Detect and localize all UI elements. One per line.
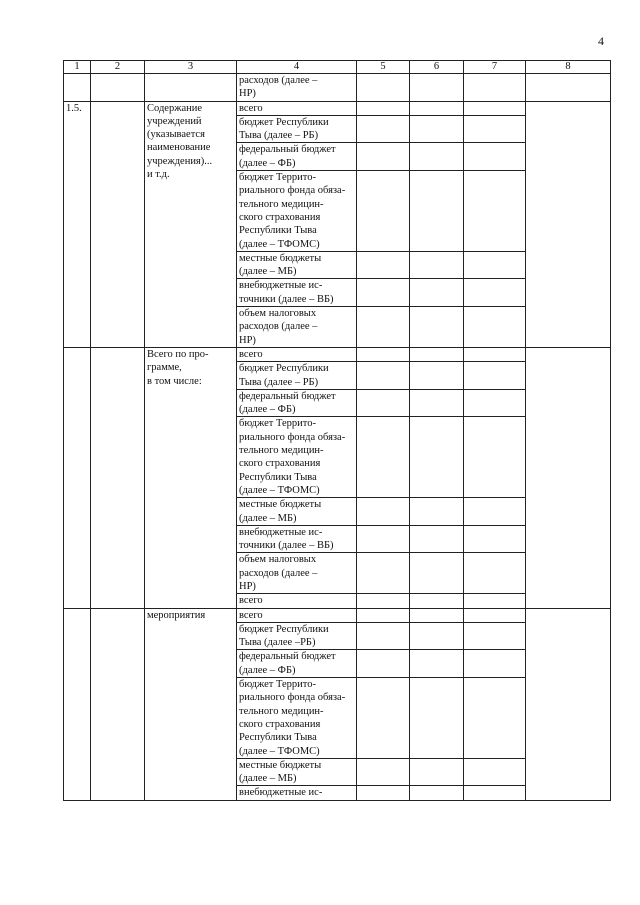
empty-cell xyxy=(357,362,410,390)
empty-cell xyxy=(410,307,464,348)
empty-cell xyxy=(464,786,526,800)
source-cell: всего xyxy=(237,347,357,361)
empty-cell xyxy=(357,307,410,348)
empty-cell xyxy=(357,279,410,307)
empty-cell xyxy=(357,389,410,417)
empty-cell xyxy=(464,553,526,594)
empty-cell xyxy=(91,101,145,347)
source-cell: внебюджетные ис- точники (далее – ВБ) xyxy=(237,279,357,307)
source-cell: федеральный бюджет (далее – ФБ) xyxy=(237,389,357,417)
empty-cell xyxy=(464,678,526,759)
table-row xyxy=(64,74,611,102)
empty-cell xyxy=(410,347,464,361)
empty-cell xyxy=(464,362,526,390)
empty-cell xyxy=(357,594,410,608)
empty-cell xyxy=(464,608,526,622)
item-number: 1.5. xyxy=(64,101,91,347)
source-cell: бюджет Террито- риального фонда обяза- тельного медицин- ского страхования Республики Тыва (далее – ТФОМС) xyxy=(237,417,357,498)
table-row xyxy=(64,347,611,361)
empty-cell xyxy=(357,101,410,115)
empty-cell xyxy=(357,347,410,361)
empty-cell xyxy=(526,101,611,347)
source-cell: местные бюджеты (далее – МБ) xyxy=(237,251,357,279)
empty-cell xyxy=(357,115,410,143)
empty-cell xyxy=(410,498,464,526)
source-cell: местные бюджеты (далее – МБ) xyxy=(237,498,357,526)
source-cell: всего xyxy=(237,608,357,622)
empty-cell xyxy=(464,650,526,678)
empty-cell xyxy=(357,608,410,622)
empty-cell xyxy=(464,347,526,361)
column-header-5: 5 xyxy=(357,61,410,74)
empty-cell xyxy=(145,74,237,102)
empty-cell xyxy=(410,115,464,143)
table-row xyxy=(64,608,611,622)
empty-cell xyxy=(410,525,464,553)
empty-cell xyxy=(357,143,410,171)
empty-cell xyxy=(410,279,464,307)
source-cell: бюджет Террито- риального фонда обяза- тельного медицин- ского страхования Республики Тыва (далее – ТФОМС) xyxy=(237,171,357,252)
empty-cell xyxy=(464,498,526,526)
empty-cell xyxy=(464,279,526,307)
empty-cell xyxy=(410,362,464,390)
empty-cell xyxy=(526,347,611,608)
source-cell: объем налоговых расходов (далее – НР) xyxy=(237,553,357,594)
empty-cell xyxy=(410,678,464,759)
empty-cell xyxy=(464,115,526,143)
source-cell: внебюджетные ис- xyxy=(237,786,357,800)
item-name: Всего по про- грамме, в том числе: xyxy=(145,347,237,608)
empty-cell xyxy=(91,347,145,608)
source-cell: объем налоговых расходов (далее – НР) xyxy=(237,307,357,348)
header-row xyxy=(64,61,611,74)
empty-cell xyxy=(410,74,464,102)
empty-cell xyxy=(410,758,464,786)
source-cell: всего xyxy=(237,101,357,115)
source-cell: расходов (далее – НР) xyxy=(237,74,357,102)
column-header-6: 6 xyxy=(410,61,464,74)
column-header-8: 8 xyxy=(526,61,611,74)
empty-cell xyxy=(526,74,611,102)
empty-cell xyxy=(357,650,410,678)
empty-cell xyxy=(410,389,464,417)
source-cell: бюджет Республики Тыва (далее – РБ) xyxy=(237,115,357,143)
empty-cell xyxy=(410,622,464,650)
empty-cell xyxy=(464,143,526,171)
column-header-2: 2 xyxy=(91,61,145,74)
budget-table xyxy=(63,60,611,801)
source-cell: бюджет Террито- риального фонда обяза- тельного медицин- ского страхования Республики Тыва (далее – ТФОМС) xyxy=(237,678,357,759)
empty-cell xyxy=(464,251,526,279)
empty-cell xyxy=(464,389,526,417)
column-header-3: 3 xyxy=(145,61,237,74)
empty-cell xyxy=(464,417,526,498)
empty-cell xyxy=(410,553,464,594)
empty-cell xyxy=(464,525,526,553)
empty-cell xyxy=(464,622,526,650)
empty-cell xyxy=(357,171,410,252)
empty-cell xyxy=(464,758,526,786)
column-header-1: 1 xyxy=(64,61,91,74)
empty-cell xyxy=(357,678,410,759)
source-cell: бюджет Республики Тыва (далее –РБ) xyxy=(237,622,357,650)
table-row xyxy=(64,101,611,115)
empty-cell xyxy=(91,608,145,800)
empty-cell xyxy=(464,594,526,608)
empty-cell xyxy=(357,251,410,279)
empty-cell xyxy=(357,74,410,102)
empty-cell xyxy=(464,171,526,252)
empty-cell xyxy=(410,251,464,279)
empty-cell xyxy=(526,608,611,800)
empty-cell xyxy=(464,74,526,102)
empty-cell xyxy=(410,417,464,498)
source-cell: всего xyxy=(237,594,357,608)
empty-cell xyxy=(464,101,526,115)
empty-cell xyxy=(357,758,410,786)
empty-cell xyxy=(410,171,464,252)
column-header-7: 7 xyxy=(464,61,526,74)
empty-cell xyxy=(464,307,526,348)
empty-cell xyxy=(410,786,464,800)
column-header-4: 4 xyxy=(237,61,357,74)
empty-cell xyxy=(64,74,91,102)
empty-cell xyxy=(410,143,464,171)
empty-cell xyxy=(357,498,410,526)
empty-cell xyxy=(91,74,145,102)
empty-cell xyxy=(64,347,91,608)
empty-cell xyxy=(410,608,464,622)
empty-cell xyxy=(357,417,410,498)
source-cell: федеральный бюджет (далее – ФБ) xyxy=(237,143,357,171)
source-cell: местные бюджеты (далее – МБ) xyxy=(237,758,357,786)
empty-cell xyxy=(357,553,410,594)
empty-cell xyxy=(64,608,91,800)
source-cell: внебюджетные ис- точники (далее – ВБ) xyxy=(237,525,357,553)
item-name: Содержание учреждений (указывается наименование учреждения)... и т.д. xyxy=(145,101,237,347)
empty-cell xyxy=(410,594,464,608)
item-name: мероприятия xyxy=(145,608,237,800)
empty-cell xyxy=(357,786,410,800)
page-number: 4 xyxy=(598,34,604,48)
source-cell: федеральный бюджет (далее – ФБ) xyxy=(237,650,357,678)
empty-cell xyxy=(410,101,464,115)
empty-cell xyxy=(357,622,410,650)
empty-cell xyxy=(410,650,464,678)
empty-cell xyxy=(357,525,410,553)
source-cell: бюджет Республики Тыва (далее – РБ) xyxy=(237,362,357,390)
